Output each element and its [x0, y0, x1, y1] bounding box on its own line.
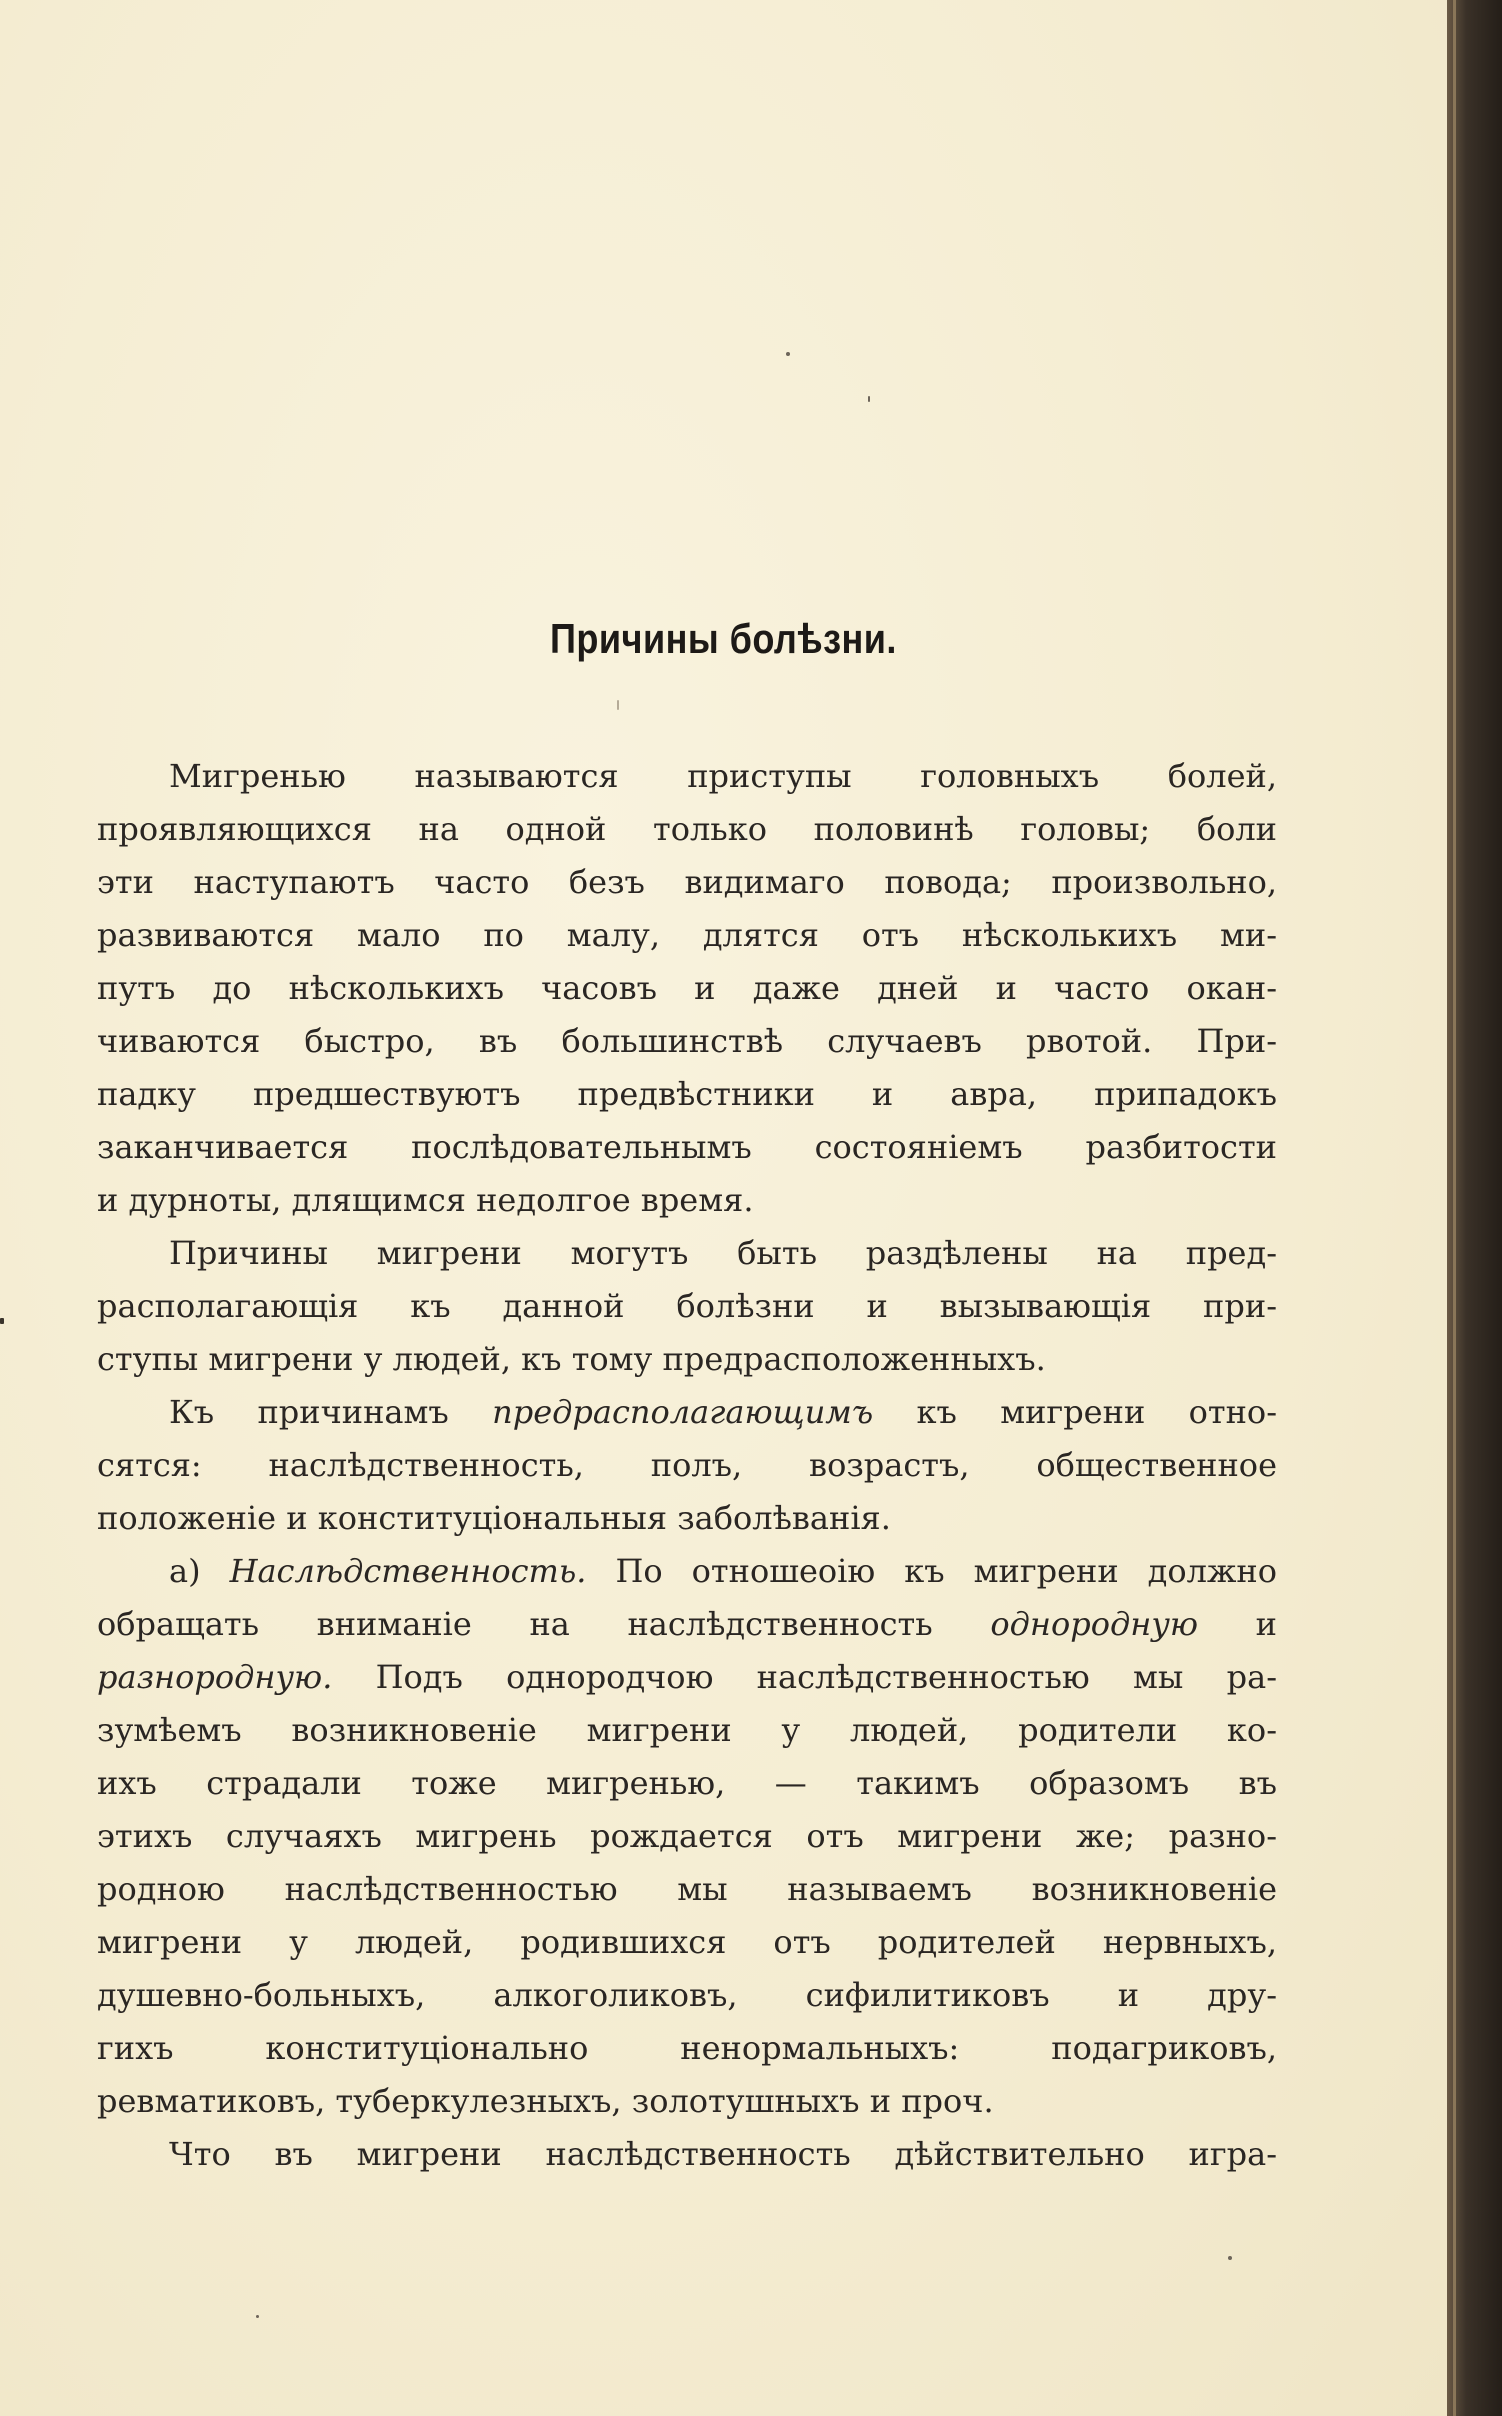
text-segment: Подъ однородчою наслѣдственностью мы ра- — [332, 1658, 1277, 1696]
text-line: этихъ случаяхъ мигрень рождается отъ мигрени же; разно- — [97, 1817, 1277, 1855]
text-line: ихъ страдали тоже мигренью, — такимъ образомъ въ — [97, 1764, 1277, 1802]
paper-speck — [868, 396, 870, 402]
text-segment: и — [1198, 1605, 1278, 1643]
text-line: положеніе и конституціональныя заболѣванія. — [97, 1499, 891, 1537]
text-line: падку предшествуютъ предвѣстники и авра, припадокъ — [97, 1075, 1277, 1113]
text-line: родною наслѣдственностью мы называемъ возникновеніе — [97, 1870, 1277, 1908]
text-line: развиваются мало по малу, длятся отъ нѣсколькихъ ми- — [97, 916, 1277, 954]
text-line — [97, 1598, 1277, 1651]
text-line: гихъ конституціонально ненормальныхъ: подагриковъ, — [97, 2029, 1277, 2067]
emphasized-term: предрасполагающимъ — [492, 1393, 874, 1431]
paragraph — [97, 750, 1277, 1227]
text-line: чиваются быстро, въ большинствѣ случаевъ рвотой. При- — [97, 1022, 1277, 1060]
body-text — [97, 750, 1277, 2181]
text-line: Мигренью называются приступы головныхъ болей, — [169, 757, 1277, 795]
text-line: ступы мигрени у людей, къ тому предрасположенныхъ. — [97, 1340, 1046, 1378]
text-line: сятся: наслѣдственность, полъ, возрастъ, общественное — [97, 1446, 1277, 1484]
text-line: заканчивается послѣдовательнымъ состояніемъ разбитости — [97, 1128, 1277, 1166]
paper-speck — [786, 352, 790, 356]
paragraph — [97, 1545, 1277, 2128]
text-line: душевно-больныхъ, алкоголиковъ, сифилитиковъ и дру- — [97, 1976, 1277, 2014]
book-spine — [1447, 0, 1502, 2416]
paragraph — [97, 1227, 1277, 1386]
text-line: и дурноты, длящимся недолгое время. — [97, 1181, 754, 1219]
text-line: эти наступаютъ часто безъ видимаго повода; произвольно, — [97, 863, 1277, 901]
text-line — [97, 1386, 1277, 1439]
section-heading: Причины болѣзни. — [550, 615, 897, 662]
text-line: мигрени у людей, родившихся отъ родителей нервныхъ, — [97, 1923, 1277, 1961]
text-line: зумѣемъ возникновеніе мигрени у людей, родители ко- — [97, 1711, 1277, 1749]
text-line: путъ до нѣсколькихъ часовъ и даже дней и часто окан- — [97, 969, 1277, 1007]
text-segment: Къ причинамъ — [169, 1393, 493, 1431]
text-segment: По отношеоію къ мигрени должно — [586, 1552, 1277, 1590]
paper-speck — [1228, 2256, 1232, 2260]
emphasized-term: однородную — [990, 1605, 1199, 1643]
emphasized-term: разнородную. — [97, 1658, 333, 1696]
text-line: ревматиковъ, туберкулезныхъ, золотушныхъ и проч. — [97, 2082, 994, 2120]
text-line: проявляющихся на одной только половинѣ головы; боли — [97, 810, 1277, 848]
paper-speck — [0, 1318, 4, 1324]
paper-speck — [617, 700, 619, 710]
text-segment: а) — [169, 1552, 230, 1590]
text-line: Что въ мигрени наслѣдственность дѣйствительно игра- — [169, 2135, 1277, 2173]
paragraph — [97, 1386, 1277, 1545]
paragraph — [97, 2128, 1277, 2181]
text-line — [97, 1651, 1277, 1704]
text-segment: къ мигрени отно- — [873, 1393, 1278, 1431]
text-line: располагающія къ данной болѣзни и вызывающія при- — [97, 1287, 1277, 1325]
text-line — [97, 1545, 1277, 1598]
emphasized-term: Наслѣдственность. — [229, 1552, 587, 1590]
text-segment: обращать вниманіе на наслѣдственность — [97, 1605, 991, 1643]
text-line: Причины мигрени могутъ быть раздѣлены на пред- — [169, 1234, 1277, 1272]
paper-speck — [256, 2315, 259, 2318]
